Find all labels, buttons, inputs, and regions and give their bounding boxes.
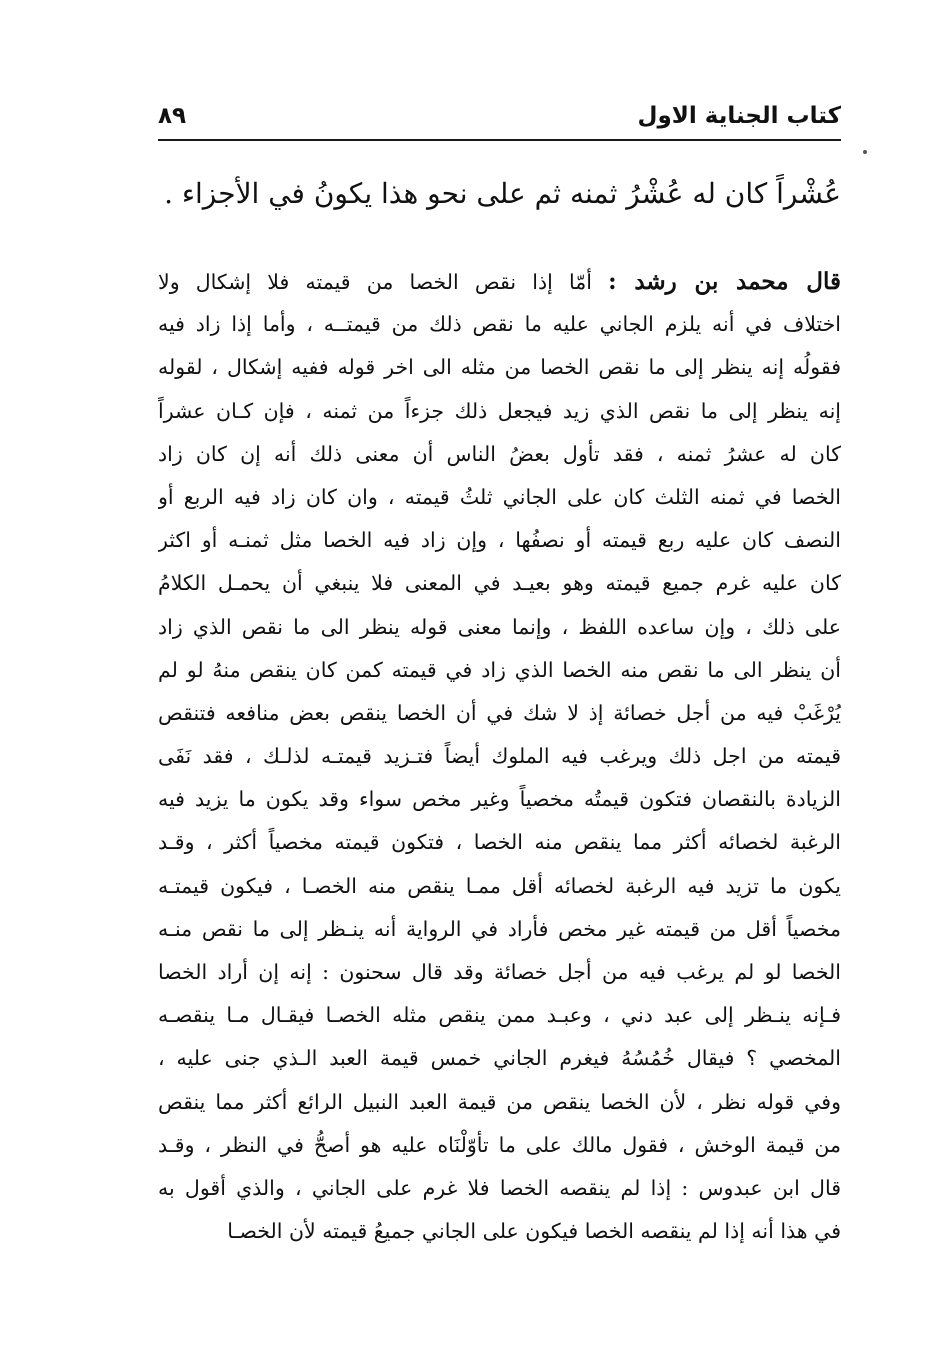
paragraph-line: فقولُه إنه ينظر إلى ما نقص الخصا من مثله الى اخر قوله ففيه إشكال ، لقوله xyxy=(158,355,841,380)
paragraph-line: الزيادة بالنقصان فتكون قيمتُه مخصياً وغير مخص سواء وقد يكون ما يزيد فيه xyxy=(158,787,841,812)
paragraph-line: الرغبة لخصائه أكثر مما ينقص منه الخصا ، فتكون قيمته مخصياً أكثر ، وقـد xyxy=(158,830,841,855)
paragraph-line: قيمته من اجل ذلك ويرغب فيه الملوك أيضاً فتـزيد قيمتـه لذلـك ، فقد نَفَى xyxy=(158,744,841,769)
first-line-text: أمّا إذا نقص الخصا من قيمته فلا إشكال ولا xyxy=(158,270,592,294)
paragraph-line: كان له عشرُ ثمنه ، فقد تأول بعضُ الناس أن معنى ذلك أنه إن كان زاد xyxy=(158,441,841,466)
paragraph-line: يكون ما تزيد فيه الرغبة لخصائه أقل ممـا ينقص منه الخصـا ، فيكون قيمتـه xyxy=(158,873,841,898)
commentary-paragraph xyxy=(158,260,841,1253)
carryover-line: عُشْراً كان له عُشْرُ ثمنه ثم على نحو هذا يكونُ في الأجزاء . xyxy=(164,177,841,210)
paragraph-line: يُرْغَبْ فيه من أجل خصائة إذ لا شك في أن الخصا ينقص بعض منافعه فتنقص xyxy=(158,700,841,725)
paragraph-line: النصف كان عليه ربع قيمته أو نصفُها ، وإن زاد فيه الخصا مثل ثمنـه أو اكثر xyxy=(158,528,841,553)
running-title: كتاب الجناية الاول xyxy=(637,103,841,129)
running-head xyxy=(158,96,841,136)
paragraph-line-1 xyxy=(158,260,841,303)
stray-ink-mark xyxy=(863,150,867,154)
paragraph-line: في هذا أنه إذا لم ينقصه الخصا فيكون على الجاني جميعُ قيمته لأن الخصـا xyxy=(227,1219,841,1244)
paragraph-line: إنه ينظر إلى ما نقص الذي زيد فيجعل ذلك جزءاً من ثمنه ، فإن كـان عشراً xyxy=(158,398,841,423)
paragraph-line: مخصياً أقل من قيمته غير مخص فأراد في الرواية أنه ينـظر إلى ما نقص منـه xyxy=(158,916,841,941)
paragraph-line: الخصا في ثمنه الثلث كان على الجاني ثلثُ قيمته ، وان كان زاد فيه الربع أو xyxy=(158,484,841,509)
paragraph-line: من قيمة الوخش ، فقول مالك على ما تأوّلْنَاه عليه هو أصحُّ في النظر ، وقـد xyxy=(158,1132,841,1157)
paragraph-line: المخصي ؟ فيقال خُمُسُهُ فيغرم الجاني خمس قيمة العبد الـذي جنى عليه ، xyxy=(158,1046,841,1071)
paragraph-line: الخصا لو لم يرغب فيه من أجل خصائة وقد قال سحنون : إنه إن أراد الخصا xyxy=(158,960,841,984)
paragraph-line: فـإنه ينـظر إلى عبد دني ، وعبـد ممن ينقص مثله الخصـا فيقـال مـا ينقصـه xyxy=(158,1003,841,1028)
paragraph-line: على ذلك ، وإن ساعده اللفظ ، وإنما معنى قوله ينظر الى ما نقص الذي زاد xyxy=(158,614,841,639)
paragraph-line: وفي قوله نظر ، لأن الخصا ينقص من قيمة العبد النبيل الرائع أكثر مما ينقص xyxy=(158,1089,841,1114)
paragraph-line: كان عليه غرم جميع قيمته وهو بعيـد في المعنى فلا ينبغي أن يحمـل الكلامُ xyxy=(158,571,841,596)
header-rule xyxy=(158,139,841,141)
paragraph-line: اختلاف في أنه يلزم الجاني عليه ما نقص ذلك من قيمتــه ، وأما إذا زاد فيه xyxy=(158,312,841,337)
paragraph-line: قال ابن عبدوس : إذا لم ينقصه الخصا فلا غرم على الجاني ، والذي أقول به xyxy=(158,1175,841,1200)
paragraph-line: أن ينظر الى ما نقص منه الخصا الذي زاد في قيمته كمن كان ينقص منهُ لو لم xyxy=(158,657,841,682)
page-number: ٨٩ xyxy=(158,103,187,129)
speaker-label: قال محمد بن رشد : xyxy=(608,268,841,295)
